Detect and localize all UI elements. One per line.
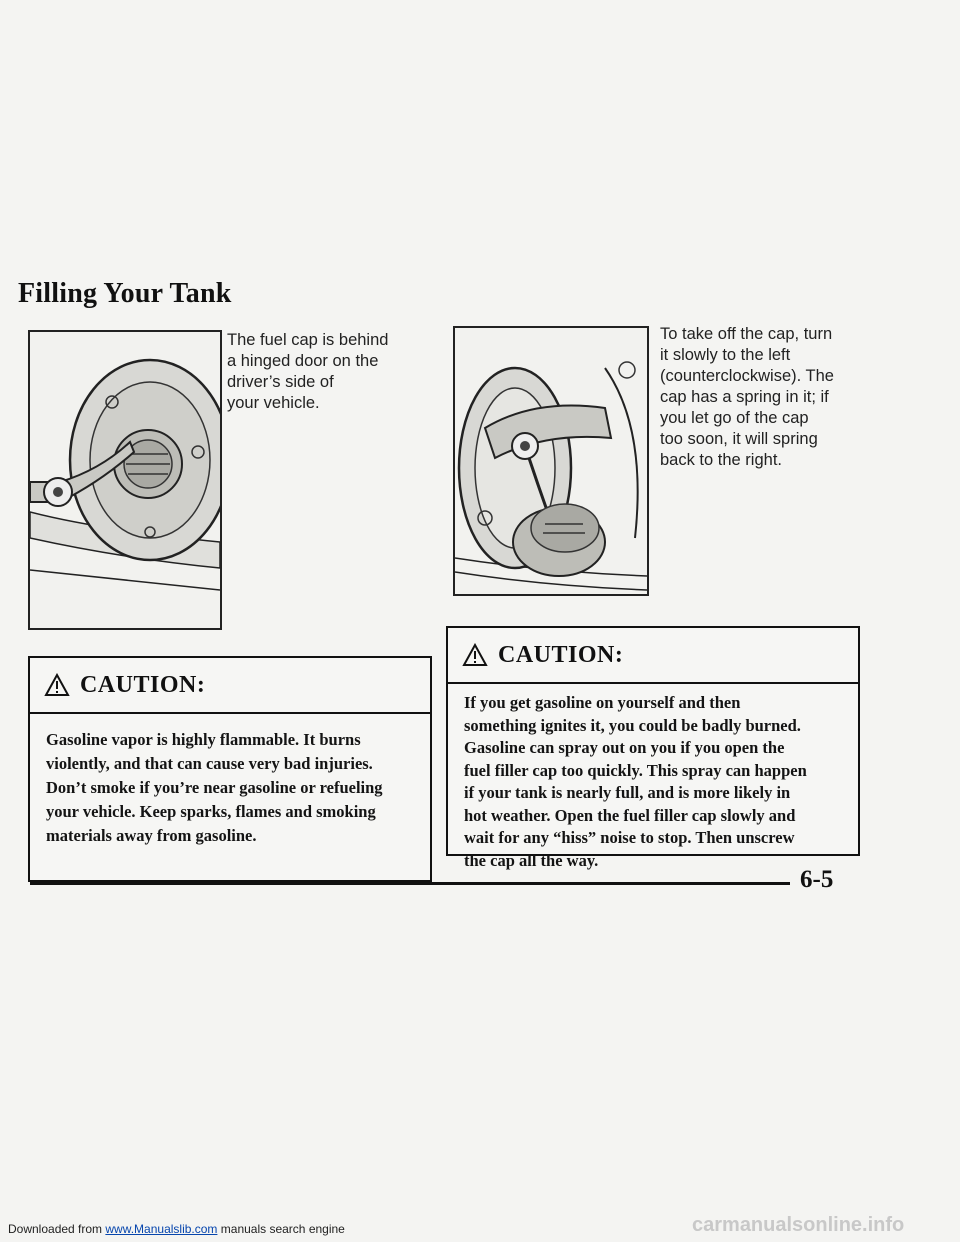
caution-box-vapor [28,656,432,882]
caution-line: hot weather. Open the fuel filler cap slowly and [464,805,796,825]
paragraph-line: back to the right. [660,451,782,469]
download-suffix: manuals search engine [217,1222,345,1236]
paragraph-line: it slowly to the left [660,346,791,364]
caution-title: CAUTION: [498,641,624,668]
caution-line: wait for any “hiss” noise to stop. Then unscrew [464,828,795,847]
caution-line: the cap all the way. [464,850,599,870]
download-prefix: Downloaded from [8,1222,106,1236]
caution-line: fuel filler cap too quickly. This spray can happen [464,760,807,780]
paragraph-line: you let go of the cap [660,409,809,427]
caution-line: violently, and that can cause very bad injuries. [46,754,373,773]
watermark-text: carmanualsonline.info [692,1214,905,1236]
caution-line: something ignites it, you could be badly burned. [464,715,801,735]
paragraph-line: driver’s side of [227,373,334,391]
download-footer [8,1222,345,1236]
paragraph-line: (counterclockwise). The [660,367,834,385]
section-title: Filling Your Tank [18,278,232,309]
caution-text [30,714,430,858]
fuel-cap-removed-illustration [453,326,649,596]
remove-cap-text [660,324,870,471]
caution-line: Don’t smoke if you’re near gasoline or refueling [46,778,383,797]
caution-text [448,684,858,882]
caution-title: CAUTION: [80,671,206,698]
paragraph-line: too soon, it will spring [660,430,818,448]
caution-line: If you get gasoline on yourself and then [464,693,741,712]
caution-header [448,628,858,684]
page-number: 6-5 [800,866,834,893]
manualslib-link[interactable]: www.Manualslib.com [105,1222,218,1236]
paragraph-line: a hinged door on the [227,352,379,370]
caution-box-spray [446,626,860,870]
caution-line: your vehicle. Keep sparks, flames and smoking [46,802,376,821]
paragraph-line: cap has a spring in it; if [660,388,829,406]
paragraph-line: To take off the cap, turn [660,325,833,343]
warning-triangle-icon [44,673,70,697]
fuel-cap-location-text [227,330,427,414]
caution-line: materials away from gasoline. [46,826,257,845]
paragraph-line: your vehicle. [227,394,320,412]
caution-line: Gasoline vapor is highly flammable. It burns [46,730,361,749]
caution-line: Gasoline can spray out on you if you open the [464,738,785,757]
paragraph-line: The fuel cap is behind [227,331,389,349]
caution-header [30,658,430,714]
warning-triangle-icon [462,643,488,667]
page-rule [30,882,790,885]
fuel-door-illustration [28,330,222,630]
caution-line: if your tank is nearly full, and is more likely in [464,783,791,802]
